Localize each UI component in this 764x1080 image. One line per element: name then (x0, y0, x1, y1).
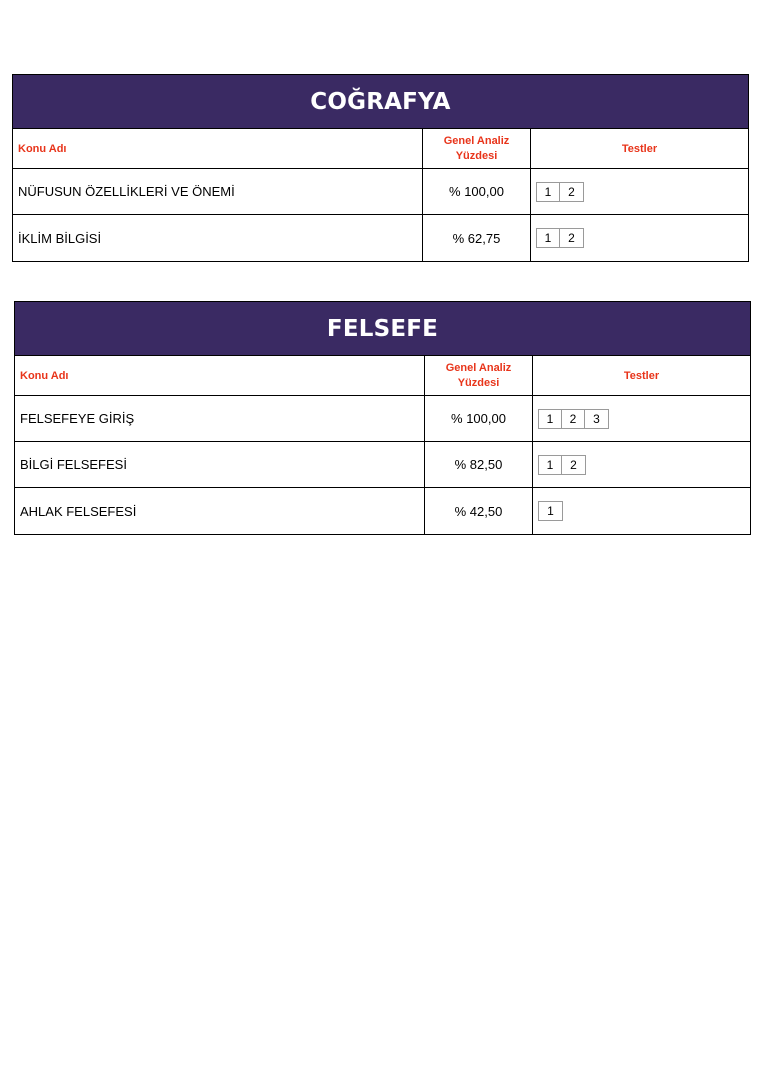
test-link-3[interactable]: 3 (593, 411, 600, 426)
test-links (538, 409, 609, 429)
test-link-1[interactable]: 1 (539, 456, 562, 474)
analysis-percent: % 42,50 (425, 488, 533, 534)
column-header-topic: Konu Adı (13, 129, 423, 168)
test-link-1[interactable]: 1 (537, 229, 560, 247)
topic-name: BİLGİ FELSEFESİ (15, 442, 425, 487)
test-link-1[interactable]: 1 (539, 410, 562, 428)
analysis-percent: % 100,00 (425, 396, 533, 441)
test-links (538, 501, 563, 521)
test-link-2[interactable]: 2 (570, 457, 577, 472)
table-row (15, 442, 750, 488)
test-links (538, 455, 586, 475)
topic-name: İKLİM BİLGİSİ (13, 215, 423, 261)
subject-table-cografya (12, 74, 749, 262)
column-header-tests: Testler (621, 142, 658, 155)
subject-title: FELSEFE (15, 302, 750, 356)
tests-cell (533, 442, 750, 487)
tests-cell (531, 215, 748, 261)
topic-name: AHLAK FELSEFESİ (15, 488, 425, 534)
column-header-row (15, 356, 750, 396)
test-links (536, 228, 584, 248)
test-link-1[interactable]: 1 (547, 504, 554, 518)
test-links (536, 182, 584, 202)
test-link-2[interactable]: 2 (568, 231, 575, 245)
tests-cell (533, 396, 750, 441)
subject-title: COĞRAFYA (13, 75, 748, 129)
column-header-topic: Konu Adı (15, 356, 425, 395)
topic-name: NÜFUSUN ÖZELLİKLERİ VE ÖNEMİ (13, 169, 423, 214)
column-header-percent: Genel Analiz Yüzdesi (423, 129, 531, 168)
column-header-percent: Genel Analiz Yüzdesi (425, 356, 533, 395)
analysis-percent: % 62,75 (423, 215, 531, 261)
column-header-row (13, 129, 748, 169)
table-row (13, 215, 748, 261)
tests-cell (531, 169, 748, 214)
tests-cell (533, 488, 750, 534)
table-row (15, 396, 750, 442)
table-row (13, 169, 748, 215)
analysis-percent: % 82,50 (425, 442, 533, 487)
test-link-2[interactable]: 2 (568, 184, 575, 199)
topic-name: FELSEFEYE GİRİŞ (15, 396, 425, 441)
test-link-1[interactable]: 1 (537, 183, 560, 201)
test-link-2[interactable]: 2 (562, 410, 585, 428)
analysis-percent: % 100,00 (423, 169, 531, 214)
column-header-tests: Testler (623, 369, 660, 382)
subject-table-felsefe (14, 301, 751, 535)
table-row (15, 488, 750, 534)
